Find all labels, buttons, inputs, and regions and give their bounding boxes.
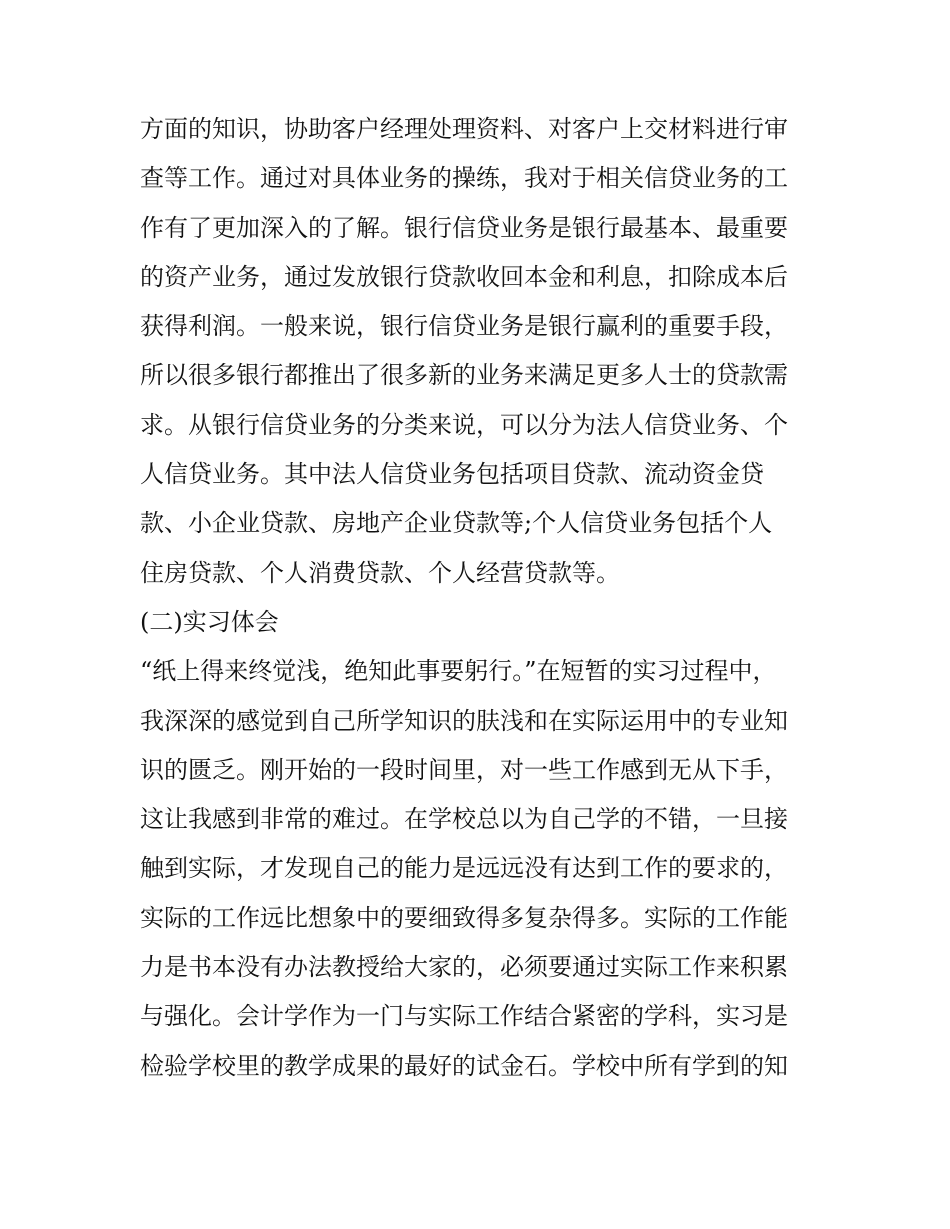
text-line: 求。从银行信贷业务的分类来说，可以分为法人信贷业务、个 <box>140 410 788 439</box>
text-line: 方面的知识，协助客户经理处理资料、对客户上交材料进行审 <box>140 115 788 143</box>
text-line: 识的匮乏。刚开始的一段时间里，对一些工作感到无从下手， <box>140 755 788 784</box>
text-line: 住房贷款、个人消费贷款、个人经营贷款等。 <box>140 558 620 587</box>
paragraph-internship-reflection <box>140 647 820 1091</box>
text-line: 实际的工作远比想象中的要细致得多复杂得多。实际的工作能 <box>140 903 788 932</box>
text-line: 检验学校里的教学成果的最好的试金石。学校中所有学到的知 <box>140 1051 788 1080</box>
text-line: 所以很多银行都推出了很多新的业务来满足更多人士的贷款需 <box>140 361 788 390</box>
text-line: 的资产业务，通过发放银行贷款收回本金和利息，扣除成本后 <box>140 262 788 291</box>
text-line: “纸上得来终觉浅，绝知此事要躬行。”在短暂的实习过程中， <box>140 657 777 686</box>
text-line: 我深深的感觉到自己所学知识的肤浅和在实际运用中的专业知 <box>140 706 788 735</box>
text-line: 人信贷业务。其中法人信贷业务包括项目贷款、流动资金贷 <box>140 460 764 489</box>
paragraph-loan-business <box>140 105 820 598</box>
text-line: 这让我感到非常的难过。在学校总以为自己学的不错，一旦接 <box>140 805 788 834</box>
text-line: 查等工作。通过对具体业务的操练，我对于相关信贷业务的工 <box>140 164 788 193</box>
document-body <box>140 105 820 1091</box>
text-line: 触到实际，才发现自己的能力是远远没有达到工作的要求的， <box>140 854 788 883</box>
text-line: 力是书本没有办法教授给大家的，必须要通过实际工作来积累 <box>140 953 788 982</box>
text-line: 作有了更加深入的了解。银行信贷业务是银行最基本、最重要 <box>140 213 788 242</box>
section-heading: (二)实习体会 <box>140 607 279 636</box>
text-line: 款、小企业贷款、房地产企业贷款等;个人信贷业务包括个人 <box>140 509 773 538</box>
text-line: 获得利润。一般来说，银行信贷业务是银行赢利的重要手段， <box>140 312 788 341</box>
text-line: 与强化。会计学作为一门与实际工作结合紧密的学科，实习是 <box>140 1002 788 1031</box>
